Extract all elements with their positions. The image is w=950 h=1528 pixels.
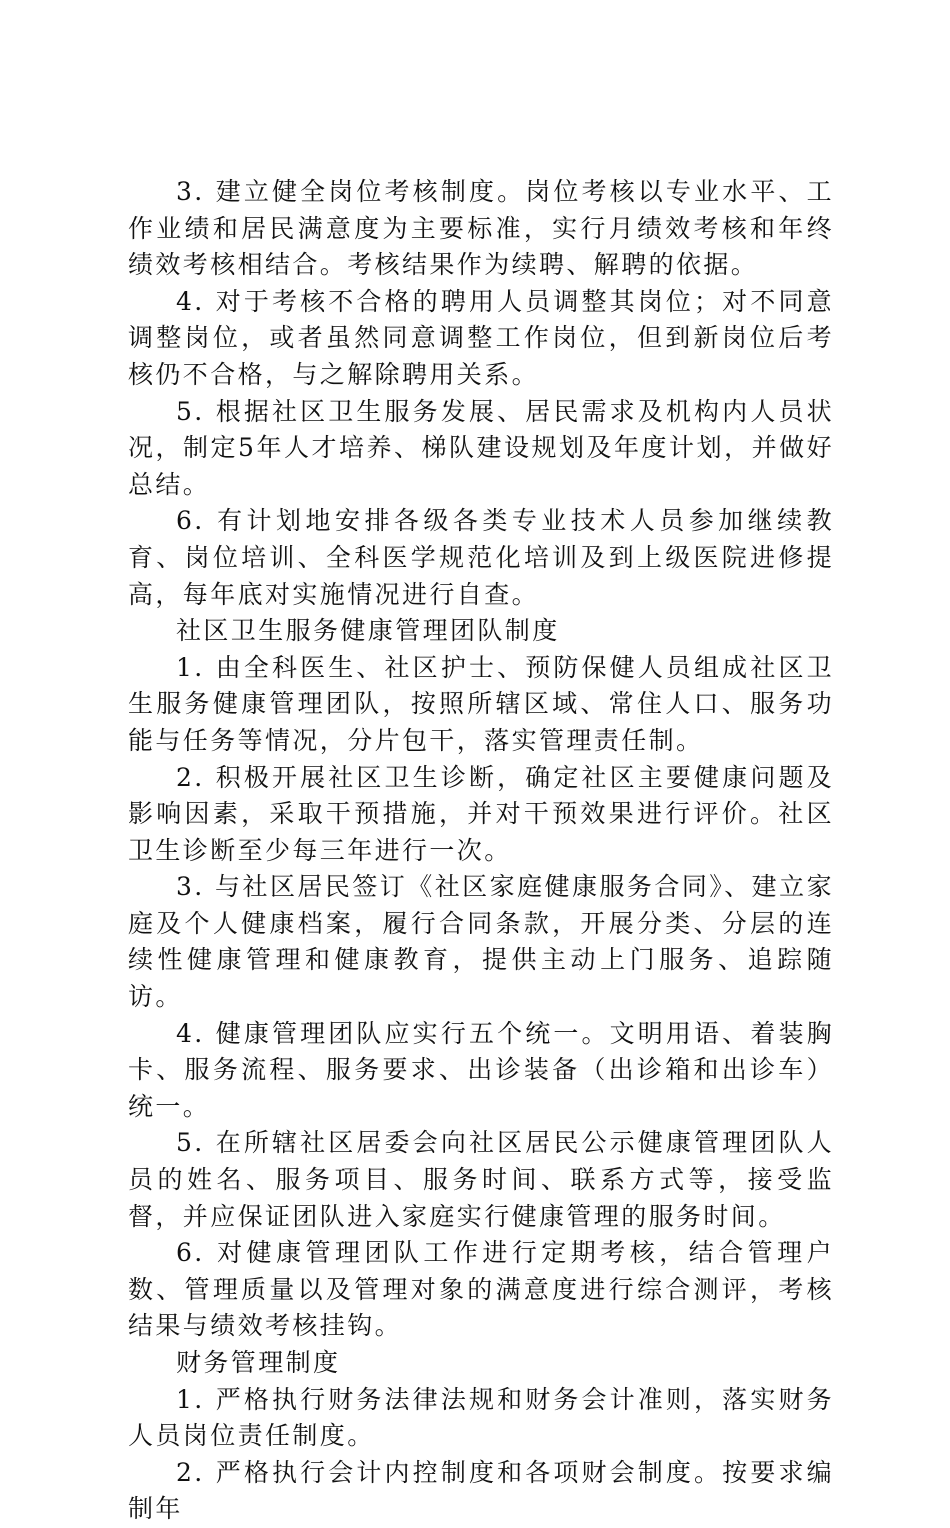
- paragraph-team-composition: 1. 由全科医生、社区护士、预防保健人员组成社区卫生服务健康管理团队，按照所辖区域、常住人口、服务功能与任务等情况，分片包干，落实管理责任制。: [128, 652, 834, 755]
- paragraph-continuing-education: 6. 有计划地安排各级各类专业技术人员参加继续教育、岗位培训、全科医学规范化培训及到上级医院进修提高，每年底对实施情况进行自查。: [128, 506, 834, 609]
- paragraph-community-diagnosis: 2. 积极开展社区卫生诊断，确定社区主要健康问题及影响因素，采取干预措施，并对干预效果进行评价。社区卫生诊断至少每三年进行一次。: [128, 762, 834, 865]
- document-body: [128, 174, 834, 1528]
- section-heading-finance: 财务管理制度: [176, 1348, 341, 1377]
- paragraph-public-notice: 5. 在所辖社区居委会向社区居民公示健康管理团队人员的姓名、服务项目、服务时间、联系方式等，接受监督，并应保证团队进入家庭实行健康管理的服务时间。: [128, 1128, 834, 1231]
- paragraph-five-unifications: 4. 健康管理团队应实行五个统一。文明用语、着装胸卡、服务流程、服务要求、出诊装备（出诊箱和出诊车）统一。: [128, 1018, 834, 1121]
- paragraph-unqualified-staff: 4. 对于考核不合格的聘用人员调整其岗位；对不同意调整岗位，或者虽然同意调整工作岗位，但到新岗位后考核仍不合格，与之解除聘用关系。: [128, 286, 834, 389]
- paragraph-service-contract: 3. 与社区居民签订《社区家庭健康服务合同》、建立家庭及个人健康档案，履行合同条款，开展分类、分层的连续性健康管理和健康教育，提供主动上门服务、追踪随访。: [128, 872, 834, 1012]
- paragraph-internal-control: 2. 严格执行会计内控制度和各项财会制度。按要求编制年: [128, 1457, 834, 1524]
- paragraph-talent-plan: 5. 根据社区卫生服务发展、居民需求及机构内人员状况，制定5年人才培养、梯队建设规划及年度计划，并做好总结。: [128, 396, 834, 499]
- paragraph-finance-laws: 1. 严格执行财务法律法规和财务会计准则，落实财务人员岗位责任制度。: [128, 1384, 834, 1451]
- paragraph-assessment-system: 3. 建立健全岗位考核制度。岗位考核以专业水平、工作业绩和居民满意度为主要标准，实行月绩效考核和年终绩效考核相结合。考核结果作为续聘、解聘的依据。: [128, 177, 834, 280]
- paragraph-team-evaluation: 6. 对健康管理团队工作进行定期考核，结合管理户数、管理质量以及管理对象的满意度进行综合测评，考核结果与绩效考核挂钩。: [128, 1238, 834, 1341]
- section-heading-health-team: 社区卫生服务健康管理团队制度: [176, 616, 560, 646]
